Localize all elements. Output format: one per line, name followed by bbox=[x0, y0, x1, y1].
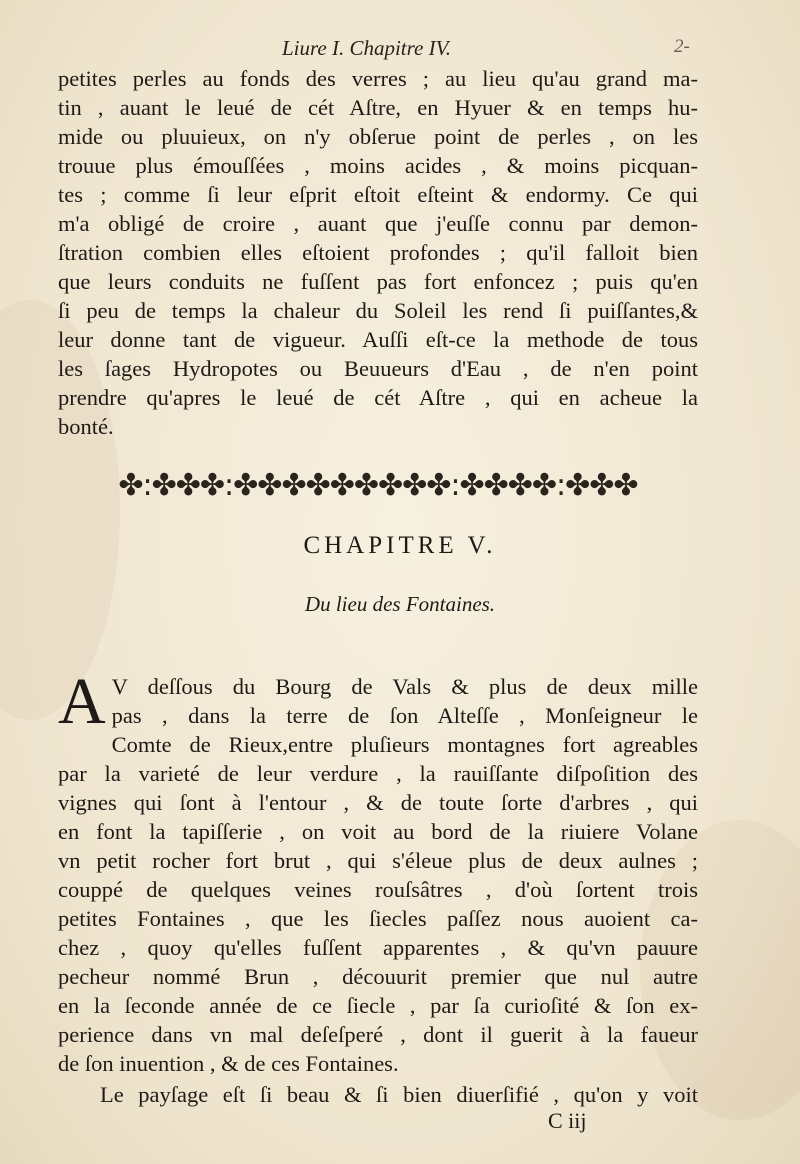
text-line: ſtration combien elles eſtoient profondes ; qu'il falloit bien bbox=[58, 240, 698, 265]
text-line: en font la tapiſſerie , on voit au bord de la riuiere Volane bbox=[58, 819, 698, 844]
text-line: mide ou pluuieux, on n'y obſerue point de perles , on les bbox=[58, 124, 698, 149]
text-line: petites Fontaines , que les ſiecles paſſez nous auoient ca- bbox=[58, 906, 698, 931]
text-line: V deſſous du Bourg de Vals & plus de deux mille bbox=[111, 674, 698, 699]
drop-cap: A bbox=[58, 665, 106, 738]
text-line: tin , auant le leué de cét Aſtre, en Hyuer & en temps hu- bbox=[58, 95, 698, 120]
paragraph-1 bbox=[58, 64, 698, 441]
text-line: perience dans vn mal deſeſperé , dont il guerit à la faueur bbox=[58, 1022, 698, 1047]
text-line: trouue plus émouſſées , moins acides , & moins picquan- bbox=[58, 153, 698, 178]
text-line: Comte de Rieux,entre pluſieurs montagnes fort agreables bbox=[111, 732, 698, 757]
text-line: petites perles au fonds des verres ; au lieu qu'au grand ma- bbox=[58, 66, 698, 91]
text-line: vignes qui ſont à l'entour , & de toute ſorte d'arbres , qui bbox=[58, 790, 698, 815]
signature-mark: C iij bbox=[548, 1108, 587, 1133]
chapter-heading: CHAPITRE V. bbox=[303, 532, 497, 559]
paragraph-2 bbox=[58, 665, 698, 1078]
text-line: m'a obligé de croire , auant que j'euſſe connu par demon- bbox=[58, 211, 698, 236]
text-line: bonté. bbox=[58, 414, 114, 439]
text-line: leur donne tant de vigueur. Auſſi eſt-ce la methode de tous bbox=[58, 327, 698, 352]
text-line: ſi peu de temps la chaleur du Soleil les rend ſi puiſſantes,& bbox=[58, 298, 698, 323]
page-number: 2- bbox=[674, 36, 690, 57]
catchline: Le payſage eſt ſi beau & ſi bien diuerſifié , qu'on y voit bbox=[100, 1082, 698, 1107]
text-line: par la varieté de leur verdure , la rauiſſante diſpoſition des bbox=[58, 761, 698, 786]
text-line: tes ; comme ſi leur eſprit eſtoit eſteint & endormy. Ce qui bbox=[58, 182, 698, 207]
chapter-subtitle: Du lieu des Fontaines. bbox=[304, 592, 496, 616]
text-line: chez , quoy qu'elles fuſſent apparentes , & qu'vn pauure bbox=[58, 935, 698, 960]
text-line: pecheur nommé Brun , découurit premier que nul autre bbox=[58, 964, 698, 989]
running-head bbox=[0, 36, 800, 66]
text-line: les ſages Hydropotes ou Beuueurs d'Eau , de n'en point bbox=[58, 356, 698, 381]
text-line: en la ſeconde année de ce ſiecle , par ſa curioſité & ſon ex- bbox=[58, 993, 698, 1018]
text-line: couppé de quelques veines rouſsâtres , d'où ſortent trois bbox=[58, 877, 698, 902]
text-line: pas , dans la terre de ſon Alteſſe , Monſeigneur le bbox=[111, 703, 698, 728]
fleuron-ornament-band: ✤:✤✤✤:✤✤✤✤✤✤✤✤✤:✤✤✤✤:✤✤✤ bbox=[118, 468, 638, 503]
text-line: de ſon inuention , & de ces Fontaines. bbox=[58, 1051, 399, 1076]
text-line: vn petit rocher fort brut , qui s'éleue plus de deux aulnes ; bbox=[58, 848, 698, 873]
text-line: que leurs conduits ne fuſſent pas fort enfoncez ; puis qu'en bbox=[58, 269, 698, 294]
running-head-title: Liure I. Chapitre IV. bbox=[282, 36, 451, 60]
text-line: prendre qu'apres le leué de cét Aſtre , qui en acheue la bbox=[58, 385, 698, 410]
